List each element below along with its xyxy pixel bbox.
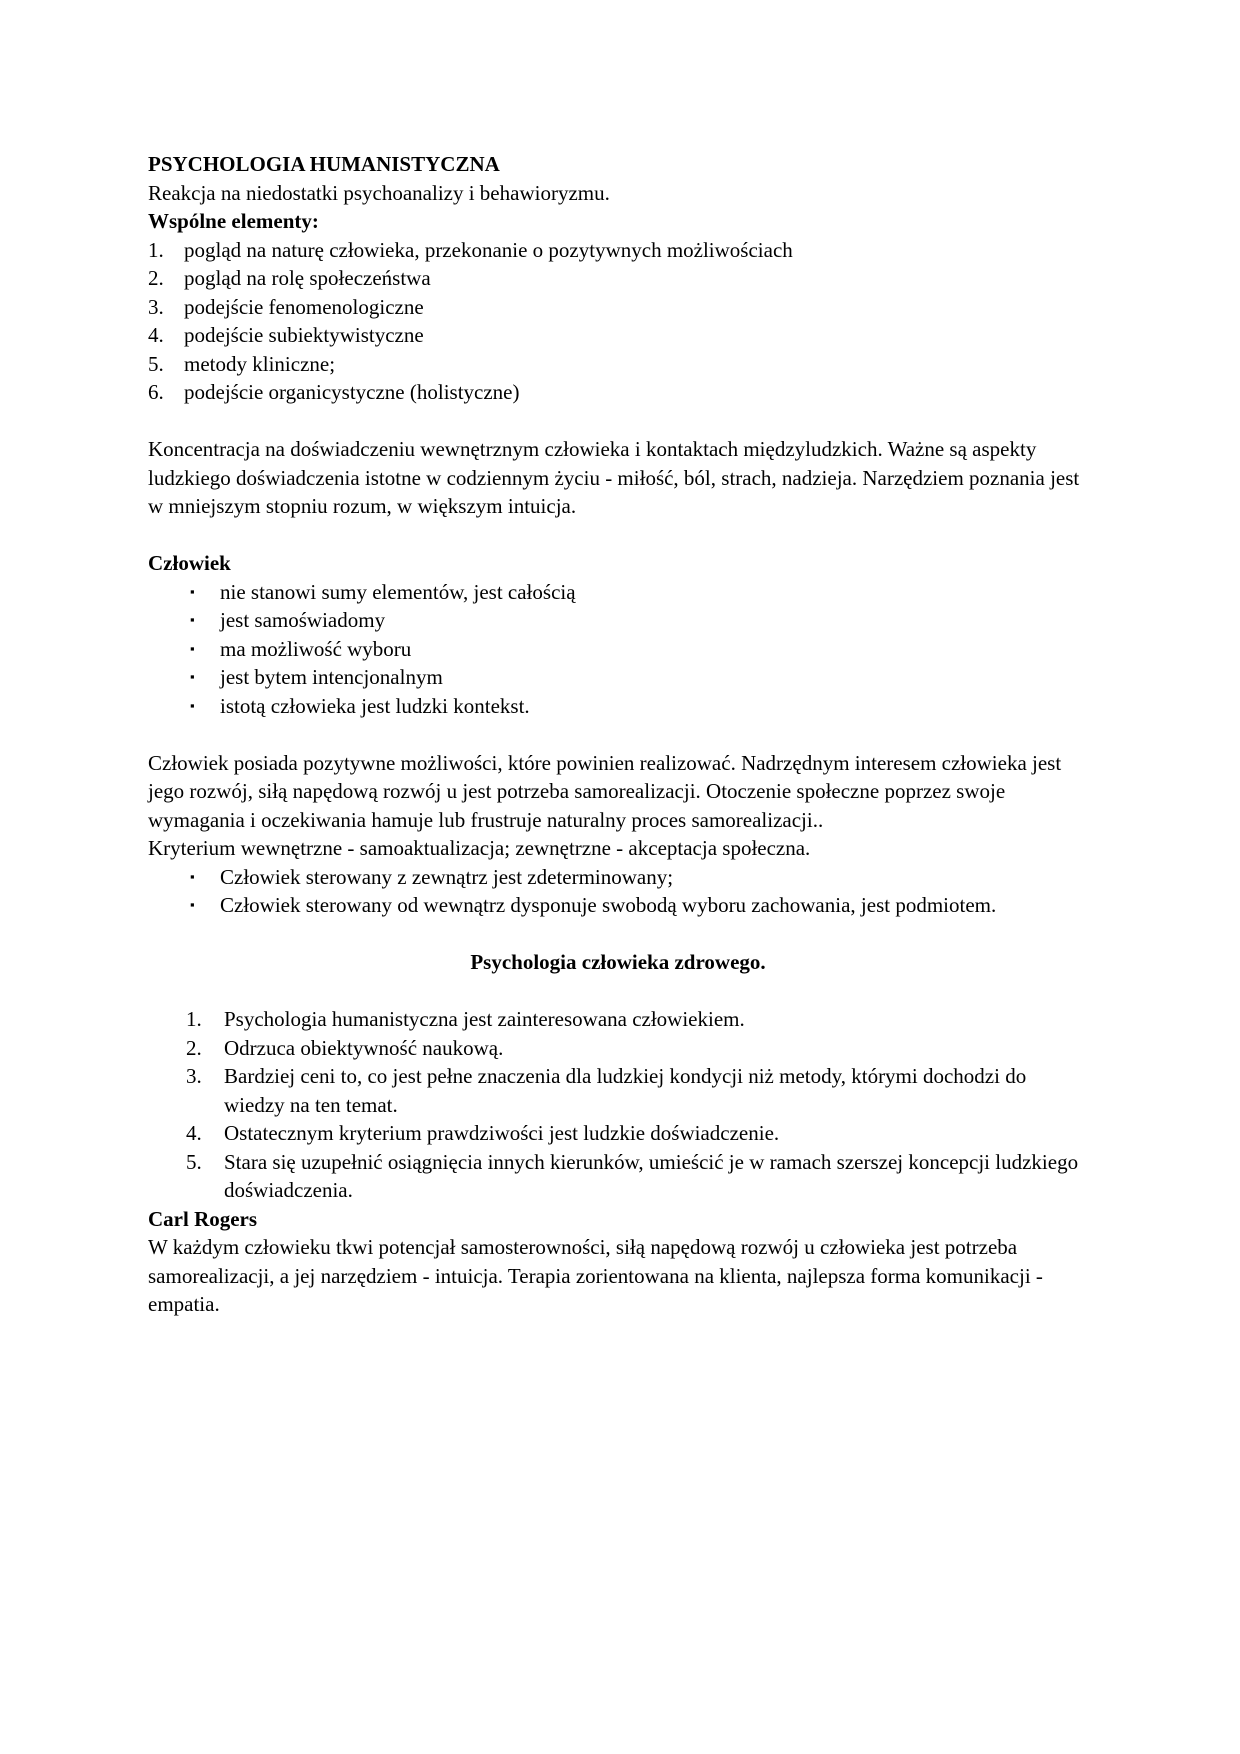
bullet-icon: ▪ [190,612,195,627]
list-item: 5. metody kliniczne; [148,351,336,376]
bullet-icon: ▪ [190,583,195,599]
list-item: 6. podejście organicystyczne (holistyczne) [148,380,520,404]
list-item: ▪ Człowiek sterowany z zewnątrz jest zdeterminowany; [148,863,1088,892]
paragraph-positive-possibilities: Człowiek posiada pozytywne możliwości, które powinien realizować. Nadrzędnym interesem człowieka jest jego rozwój, siłą napędową rozwój u jest potrzeba samorealizacji. Otoczenie społeczne poprzez swoje wymagania i oczekiwania hamuje lub frustruje naturalny proces samorealizacji.. [148,750,1062,832]
list-item: 5. Stara się uzupełnić osiągnięcia innych kierunków, umieścić je w ramach szerszej koncepcji ludzkiego doświadczenia. [186,1149,1079,1202]
bullet-icon: ▪ [190,697,195,713]
healthy-psychology-list [148,1005,1088,1205]
list-item: ▪ istotą człowieka jest ludzki kontekst. [148,692,1088,721]
bullet-icon: ▪ [190,640,195,656]
rogers-heading: Carl Rogers [148,1206,258,1231]
list-item: 2. pogląd na rolę społeczeństwa [148,266,431,290]
bullet-icon: ▪ [190,669,195,684]
list-item: 2. Odrzuca obiektywność naukową. [186,1035,504,1060]
criterion-line: Kryterium wewnętrzne - samoaktualizacja; zewnętrzne - akceptacja społeczna. [148,836,811,860]
human-bullet-list [148,578,1088,721]
list-item: ▪ jest bytem intencjonalnym [148,663,1088,692]
steering-bullet-list [148,863,1088,920]
list-item: ▪ ma możliwość wyboru [148,635,1088,664]
common-elements-list [148,236,1088,407]
common-elements-heading: Wspólne elementy: [148,209,319,233]
list-item: ▪ Człowiek sterowany od wewnątrz dysponuje swobodą wyboru zachowania, jest podmiotem. [148,891,1088,920]
paragraph-inner-experience: Koncentracja na doświadczeniu wewnętrznym człowieka i kontaktach międzyludzkich. Ważne są aspekty ludzkiego doświadczenia istotne w codziennym życiu - miłość, ból, strach, nadzieja. Narzędziem poznania jest w mniejszym stopniu rozum, w większym intuicja. [148,437,1080,518]
list-item: ▪ nie stanowi sumy elementów, jest całością [148,578,1088,607]
bullet-icon: ▪ [190,868,195,884]
list-item: ▪ jest samoświadomy [148,606,1088,635]
list-item: 4. Ostatecznym kryterium prawdziwości jest ludzkie doświadczenie. [186,1121,780,1145]
list-item: 1. pogląd na naturę człowieka, przekonanie o pozytywnych możliwościach [148,237,793,262]
bullet-icon: ▪ [190,897,195,912]
document-title: PSYCHOLOGIA HUMANISTYCZNA [148,152,500,176]
human-heading: Człowiek [148,551,231,575]
rogers-paragraph: W każdym człowieku tkwi potencjał samosterowności, siłą napędową rozwój u człowieka jest potrzeba samorealizacji, a jej narzędziem - intuicja. Terapia zorientowana na klienta, najlepsza forma komunikacji - empatia. [148,1235,1043,1316]
subtitle: Reakcja na niedostatki psychoanalizy i behawioryzmu. [148,180,610,205]
list-item: 3. Bardziej ceni to, co jest pełne znaczenia dla ludzkiej kondycji niż metody, którymi dochodzi do wiedzy na ten temat. [186,1064,1027,1117]
list-item: 1. Psychologia humanistyczna jest zainteresowana człowiekiem. [186,1007,745,1031]
list-item: 3. podejście fenomenologiczne [148,294,424,319]
list-item: 4. podejście subiektywistyczne [148,323,424,347]
healthy-psychology-heading: Psychologia człowieka zdrowego. [470,950,766,974]
document-page [148,150,1088,1319]
